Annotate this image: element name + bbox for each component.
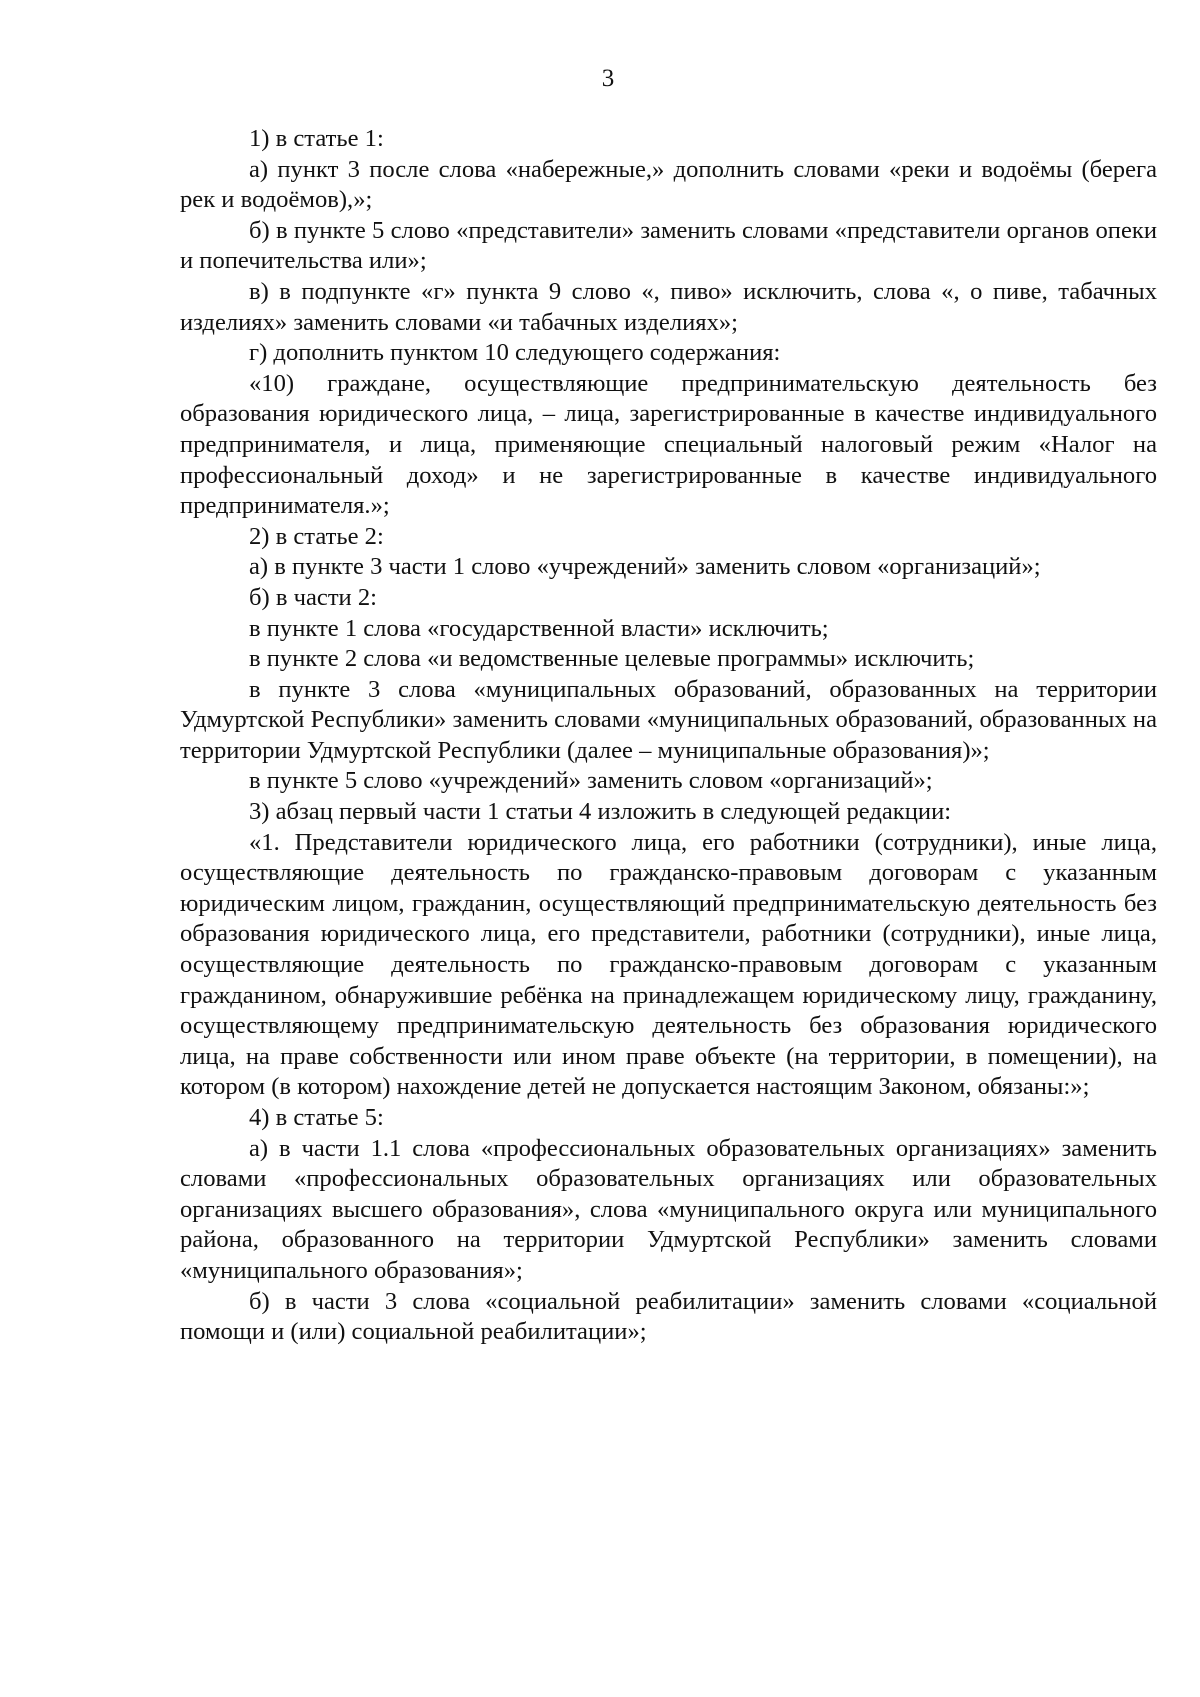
paragraph: а) в части 1.1 слова «профессиональных образовательных организациях» заменить словами «профессиональных образовательных организациях или образовательных организациях высшего образования», слова «муниципального округа или муниципального района, образованного на территории Удмуртской Республики» заменить словами «муниципального образования»; — [180, 1134, 1157, 1284]
paragraph: а) в пункте 3 части 1 слово «учреждений» заменить словом «организаций»; — [249, 553, 1041, 581]
paragraph: 3) абзац первый части 1 статьи 4 изложить в следующей редакции: — [249, 798, 952, 826]
paragraph: б) в части 3 слова «социальной реабилитации» заменить словами «социальной помощи и (или) социальной реабилитации»; — [180, 1287, 1157, 1346]
paragraph: в пункте 1 слова «государственной власти» исключить; — [249, 614, 829, 642]
paragraph: а) пункт 3 после слова «набережные,» дополнить словами «реки и водоёмы (берега рек и водоёмов),»; — [180, 155, 1157, 214]
paragraph: в пункте 3 слова «муниципальных образований, образованных на территории Удмуртской Республики» заменить словами «муниципальных образований, образованных на территории Удмуртской Республики (далее – муниципальные образования)»; — [180, 675, 1157, 764]
page-number: 3 — [601, 65, 615, 92]
paragraph: «10) граждане, осуществляющие предпринимательскую деятельность без образования юридического лица, – лица, зарегистрированные в качестве индивидуального предпринимателя, и лица, применяющие специальный налоговый режим «Налог на профессиональный доход» и не зарегистрированные в качестве индивидуального предпринимателя.»; — [180, 369, 1157, 520]
paragraph: 2) в статье 2: — [249, 522, 384, 550]
document-body — [180, 124, 1157, 1348]
paragraph: б) в части 2: — [249, 583, 378, 611]
paragraph: г) дополнить пунктом 10 следующего содержания: — [249, 339, 781, 367]
paragraph: «1. Представители юридического лица, его работники (сотрудники), иные лица, осуществляющие деятельность по гражданско-правовым договорам с указанным юридическим лицом, гражданин, осуществляющий предпринимательскую деятельность без образования юридического лица, его представители, работники (сотрудники), иные лица, осуществляющие деятельность по гражданско-правовым договорам с указанным гражданином, обнаружившие ребёнка на принадлежащем юридическому лицу, гражданину, осуществляющему предпринимательскую деятельность без образования юридического лица, на праве собственности или ином праве объекте (на территории, в помещении), на котором (в котором) нахождение детей не допускается настоящим Законом, обязаны:»; — [180, 828, 1157, 1101]
paragraph: в) в подпункте «г» пункта 9 слово «, пиво» исключить, слова «, о пиве, табачных изделиях» заменить словами «и табачных изделиях»; — [180, 277, 1157, 336]
paragraph: 4) в статье 5: — [249, 1104, 384, 1131]
paragraph: в пункте 5 слово «учреждений» заменить словом «организаций»; — [249, 767, 933, 795]
paragraph: б) в пункте 5 слово «представители» заменить словами «представители органов опеки и попечительства или»; — [180, 216, 1157, 275]
paragraph: в пункте 2 слова «и ведомственные целевые программы» исключить; — [249, 645, 975, 673]
paragraph: 1) в статье 1: — [249, 125, 384, 152]
